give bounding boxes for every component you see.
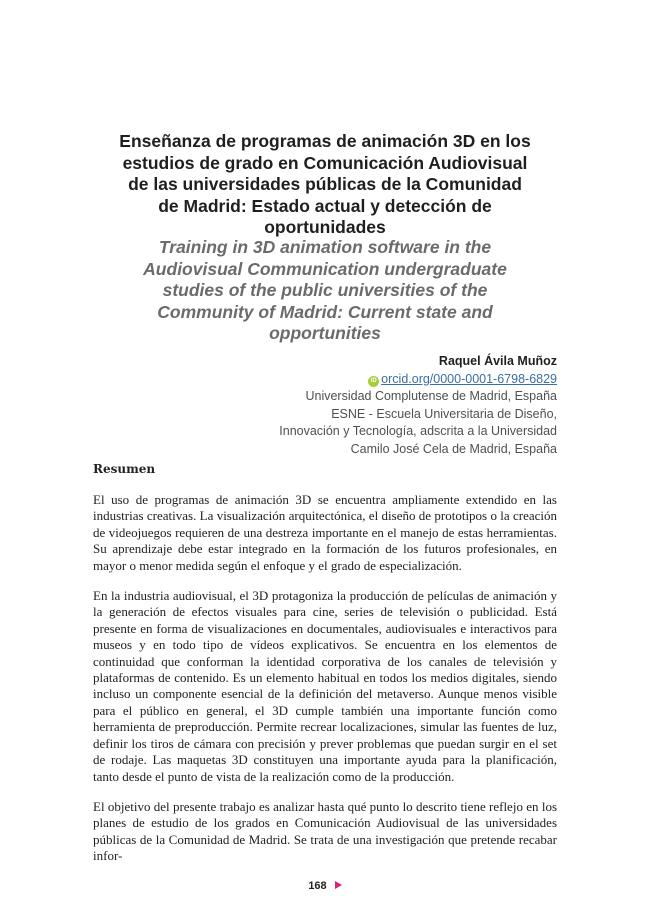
orcid-row <box>137 371 557 389</box>
title-english-line: Training in 3D animation software in the <box>158 237 492 257</box>
abstract-paragraph: El uso de programas de animación 3D se encuentra ampliamente extendido en las industrias creativas. La visualización arquitectónica, el diseño de prototipos o la creación de videojuegos requieren de una destreza importante en el manejo de estas herramientas. Su aprendizaje debe estar integrado en la formación de los futuros profesionales, en mayor o menor medida según el enfoque y el grado de especialización. <box>93 492 557 573</box>
author-block <box>137 353 557 458</box>
title-spanish-line: de las universidades públicas de la Comunidad <box>128 174 522 194</box>
title-spanish-line: oportunidades <box>264 217 386 237</box>
affiliation-line: Camilo José Cela de Madrid, España <box>350 441 557 456</box>
title-spanish-line: Enseñanza de programas de animación 3D en los <box>119 131 531 151</box>
page-number: 168 <box>308 880 327 892</box>
abstract-body <box>93 492 557 879</box>
right-arrow-icon <box>335 881 342 889</box>
orcid-link[interactable]: orcid.org/0000-0001-6798-6829 <box>381 371 557 386</box>
orcid-icon: iD <box>368 376 379 387</box>
title-spanish-line: estudios de grado en Comunicación Audiovisual <box>122 152 528 173</box>
title-english-line: Audiovisual Communication undergraduate <box>143 258 507 279</box>
title-spanish-line: de Madrid: Estado actual y detección de <box>158 195 492 216</box>
author-name: Raquel Ávila Muñoz <box>438 354 557 368</box>
title-english-line: studies of the public universities of the <box>162 280 488 300</box>
affiliation-line: Universidad Complutense de Madrid, España <box>305 389 557 403</box>
page-footer <box>0 880 650 892</box>
abstract-paragraph: En la industria audiovisual, el 3D protagoniza la producción de películas de animación y la generación de efectos visuales para cine, series de televisión o publicidad. Está presente en forma de visualizaciones en documentales, audiovisuales e interactivos para museos y en todo tipo de vídeos explicativos. Se encuentra en los elementos de continuidad que conforman la identidad corporativa de los canales de televisión y plataformas de contenido. Es un elemento habitual en todos los medios digitales, siendo incluso un componente esencial de la definición del metaverso. Aunque menos visible para el público en general, el 3D cumple también una importante función como herramienta de preproducción. Permite recrear localizaciones, simular las fuentes de luz, definir los tiros de cámara con precisión y prever problemas que puedan surgir en el set de rodaje. Las maquetas 3D constituyen una importante ayuda para la planificación, tanto desde el punto de vista de la realización como de la producción. <box>93 588 557 784</box>
title-english-line: Community of Madrid: Current state and <box>157 301 493 322</box>
abstract-heading: Resumen <box>93 462 156 476</box>
abstract-paragraph: El objetivo del presente trabajo es analizar hasta qué punto lo descrito tiene reflejo en los planes de estudio de los grados en Comunicación Audiovisual de las universidades públicas de la Comunidad de Madrid. Se trata de una investigación que pretende recabar infor- <box>93 798 557 864</box>
affiliation-line: ESNE - Escuela Universitaria de Diseño, <box>331 406 557 421</box>
title-spanish <box>100 131 550 239</box>
title-english <box>100 237 550 345</box>
affiliation-line: Innovación y Tecnología, adscrita a la Universidad <box>279 424 557 438</box>
title-english-line: opportunities <box>269 323 381 343</box>
